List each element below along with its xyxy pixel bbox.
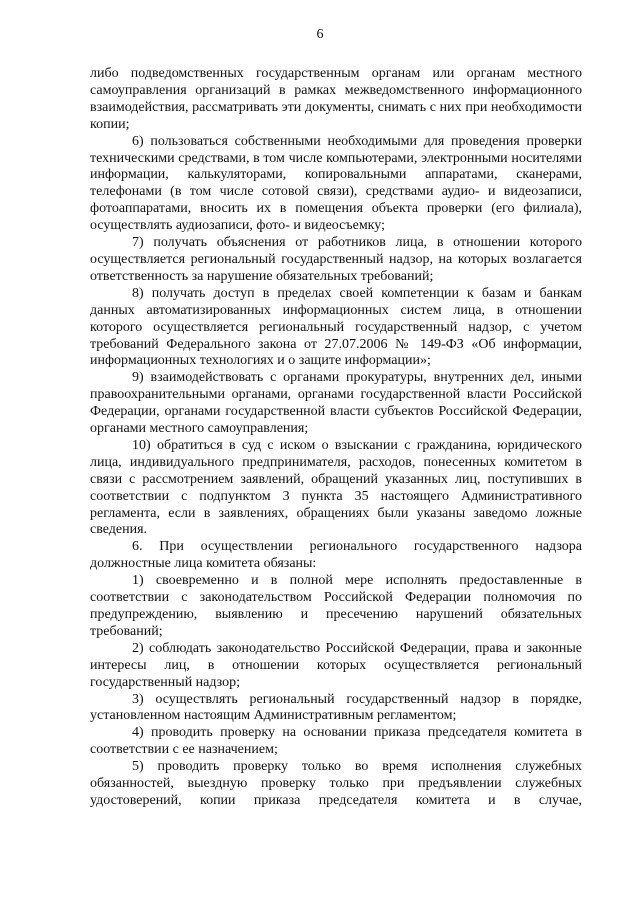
paragraph-duty-5: 5) проводить проверку только во время исполнения служебных обязанностей, выездную проверку только при предъявлении служебных удостоверений, копии приказа председателя комитета и в случае, [90, 759, 582, 808]
paragraph-duty-4: 4) проводить проверку на основании приказа председателя комитета в соответствии с ее назначением; [90, 725, 582, 758]
paragraph-item-9: 9) взаимодействовать с органами прокуратуры, внутренних дел, иными правоохранительными органами, органами государственной власти Российской Федерации, органами государственной власти субъектов Российской Федерации, органами местного самоуправления; [90, 370, 582, 437]
paragraph-item-8: 8) получать доступ в пределах своей компетенции к базам и банкам данных автоматизированных информационных систем лица, в отношении которого осуществляется региональный государственный надзор, с учетом требований Федерального закона от 27.07.2006 № 149-ФЗ «Об информации, информационных технологиях и о защите информации»; [90, 285, 582, 369]
paragraph-duty-2: 2) соблюдать законодательство Российской Федерации, права и законные интересы лиц, в отношении которых осуществляется региональный государственный надзор; [90, 640, 582, 690]
document-body [90, 66, 582, 810]
paragraph-duty-1: 1) своевременно и в полной мере исполнять предоставленные в соответствии с законодательством Российской Федерации полномочия по предупреждению, выявлению и пресечению нарушений обязательных требований; [90, 573, 582, 639]
paragraph-duty-3: 3) осуществлять региональный государственный надзор в порядке, установленном настоящим Административным регламентом; [90, 691, 582, 724]
paragraph-item-10: 10) обратиться в суд с иском о взыскании с гражданина, юридического лица, индивидуального предпринимателя, расходов, понесенных комитетом в связи с рассмотрением заявлений, обращений указанных лиц, поступивших в соответствии с подпунктом 3 пункта 35 настоящего Административного регламента, если в заявлениях, обращениях были указаны заведомо ложные сведения. [90, 437, 582, 538]
paragraph-item-7: 7) получать объяснения от работников лица, в отношении которого осуществляется региональный государственный надзор, на которых возлагается ответственность за нарушение обязательных требований; [90, 235, 582, 284]
paragraph-continuation: либо подведомственных государственным органам или органам местного самоуправления организаций в рамках межведомственного информационного взаимодействия, рассматривать эти документы, снимать с них при необходимости копии; [90, 66, 582, 132]
paragraph-section-6: 6. При осуществлении регионального государственного надзора должностные лица комитета обязаны: [90, 539, 582, 572]
page-number: 6 [316, 27, 324, 42]
paragraph-item-6: 6) пользоваться собственными необходимыми для проведения проверки техническими средствами, в том числе компьютерами, электронными носителями информации, калькуляторами, копировальными аппаратами, сканерами, телефонами (в том числе сотовой связи), средствами аудио- и видеозаписи, фотоаппаратами, вносить их в помещения объекта проверки (его филиала), осуществлять аудиозаписи, фото- и видеосъемку; [90, 133, 582, 234]
